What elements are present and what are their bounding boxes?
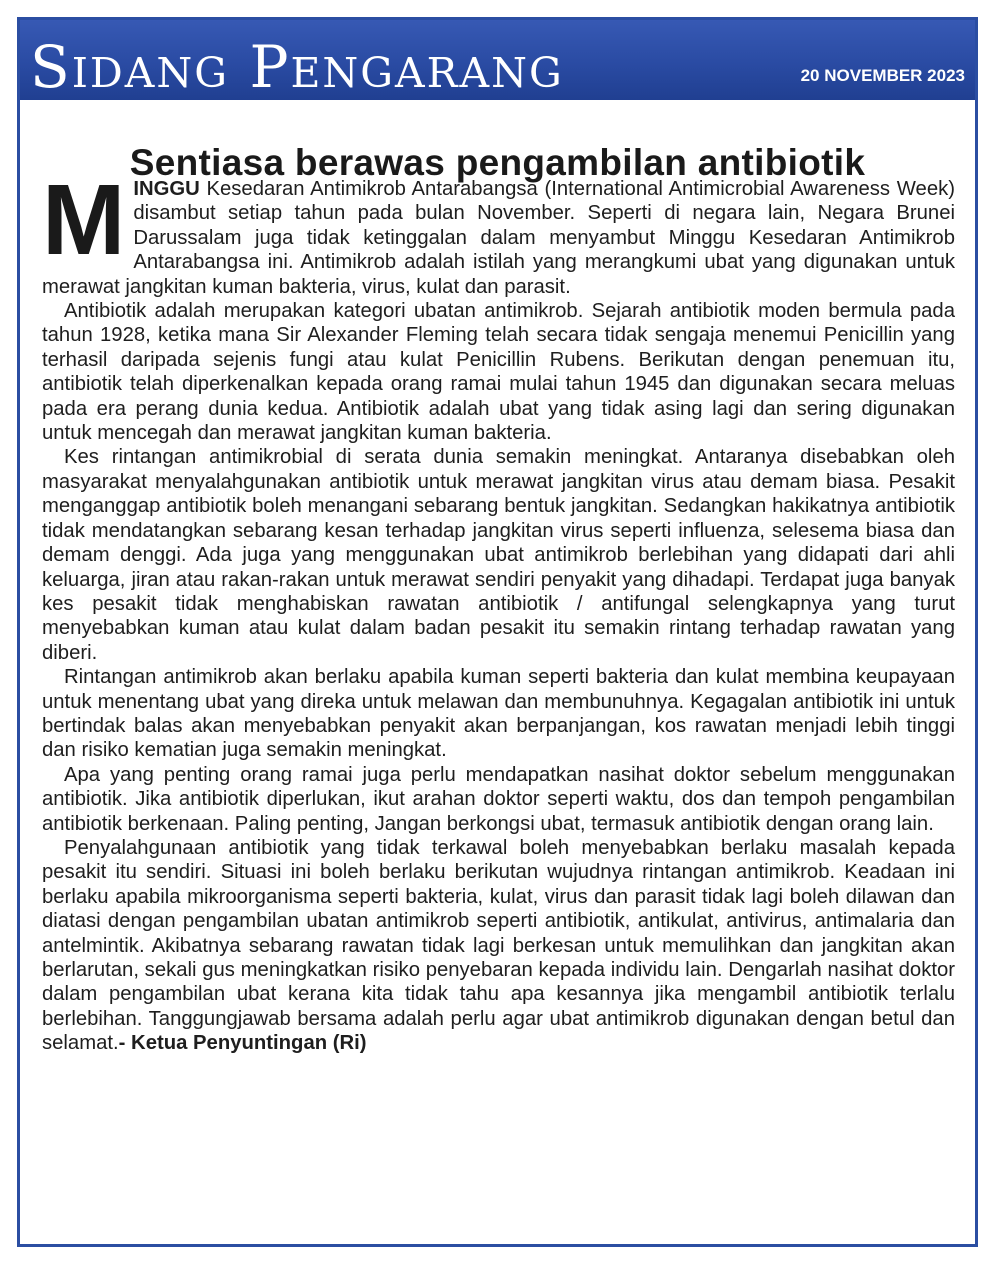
editorial-frame	[17, 17, 978, 1247]
section-banner	[20, 20, 975, 100]
article-body	[42, 164, 955, 1056]
article-headline: Sentiasa berawas pengambilan antibiotik	[129, 141, 866, 183]
article-paragraph-2: Antibiotik adalah merupakan kategori ubatan antimikrob. Sejarah antibiotik moden bermula pada tahun 1928, ketika mana Sir Alexander Fleming telah secara tidak sengaja menemui Penicillin yang terhasil daripada sejenis fungi atau kulat Penicillin Rubens. Berikutan dengan penemuan itu, antibiotik telah diperkenalkan kepada orang ramai mulai tahun 1945 dan digunakan secara meluas pada era perang dunia kedua. Antibiotik adalah ubat yang tidak asing lagi dan sering digunakan untuk mencegah dan merawat jangkitan kuman bakteria.	[42, 300, 955, 445]
paragraph-1-text: Kesedaran Antimikrob Antarabangsa (International Antimicrobial Awareness Week) disambut setiap tahun pada bulan November. Seperti di negara lain, Negara Brunei Darussalam juga tidak ketinggalan dalam menyambut Minggu Kesedaran Antimikrob Antarabangsa ini. Antimikrob adalah istilah yang merangkumi ubat yang digunakan untuk merawat jangkitan kuman bakteria, virus, kulat dan parasit.	[42, 178, 955, 298]
paragraph-6-text: Penyalahgunaan antibiotik yang tidak terkawal boleh menyebabkan berlaku masalah kepada pesakit itu sendiri. Situasi ini boleh berlaku berikutan wujudnya rintangan antimikrob. Keadaan ini berlaku apabila mikroorganisma seperti bakteria, kulat, virus dan parasit tidak lagi boleh dilawan dan diatasi dengan pengambilan ubatan antimikrob seperti antibiotik, antikulat, antivirus, antimalaria dan antelmintik. Akibatnya sebarang rawatan tidak lagi berkesan untuk memulihkan dan jangkitan akan berlarutan, sekali gus meningkatkan risiko penyebaran kepada individu lain. Dengarlah nasihat doktor dalam pengambilan ubat kerana kita tidak tahu apa kesannya jika mengambil antibiotik terlalu berlebihan. Tanggungjawab bersama adalah perlu agar ubat antimikrob digunakan dengan betul dan selamat.	[42, 836, 955, 1055]
lead-word: INGGU	[133, 178, 200, 200]
article-paragraph-6	[42, 836, 955, 1056]
author-signature: - Ketua Penyuntingan (Ri)	[118, 1032, 367, 1055]
article-paragraph-4: Rintangan antimikrob akan berlaku apabila kuman seperti bakteria dan kulat membina keupayaan untuk menentang ubat yang direka untuk melawan dan membunuhnya. Kegagalan antibiotik ini untuk bertindak balas akan menyebabkan penyakit akan berpanjangan, kos rawatan menjadi lebih tinggi dan risiko kematian juga semakin meningkat.	[42, 666, 955, 762]
section-title: Sidang Pengarang	[30, 33, 564, 100]
article-paragraph-1	[42, 164, 955, 299]
drop-cap: M	[42, 164, 126, 276]
article-paragraph-3: Kes rintangan antimikrobial di serata dunia semakin meningkat. Antaranya disebabkan oleh masyarakat menyalahgunakan antibiotik untuk merawat jangkitan virus atau demam biasa. Pesakit menganggap antibiotik boleh menangani sebarang bentuk jangkitan. Sedangkan hakikatnya antibiotik tidak mendatangkan sebarang kesan terhadap jangkitan virus seperti influenza, selesema biasa dan demam denggi. Ada juga yang menggunakan ubat antimikrob berlebihan yang didapati dari ahli keluarga, jiran atau rakan-rakan untuk merawat sendiri penyakit yang dihadapi. Terdapat juga banyak kes pesakit tidak menghabiskan rawatan antibiotik / antifungal selengkapnya yang turut menyebabkan kuman atau kulat dalam badan pesakit itu semakin rintang terhadap rawatan yang diberi.	[42, 446, 955, 664]
publication-date: 20 NOVEMBER 2023	[800, 66, 965, 85]
article-paragraph-5: Apa yang penting orang ramai juga perlu mendapatkan nasihat doktor sebelum menggunakan antibiotik. Jika antibiotik diperlukan, ikut arahan doktor seperti waktu, dos dan tempoh pengambilan antibiotik berkenaan. Paling penting, Jangan berkongsi ubat, termasuk antibiotik dengan orang lain.	[42, 763, 955, 835]
